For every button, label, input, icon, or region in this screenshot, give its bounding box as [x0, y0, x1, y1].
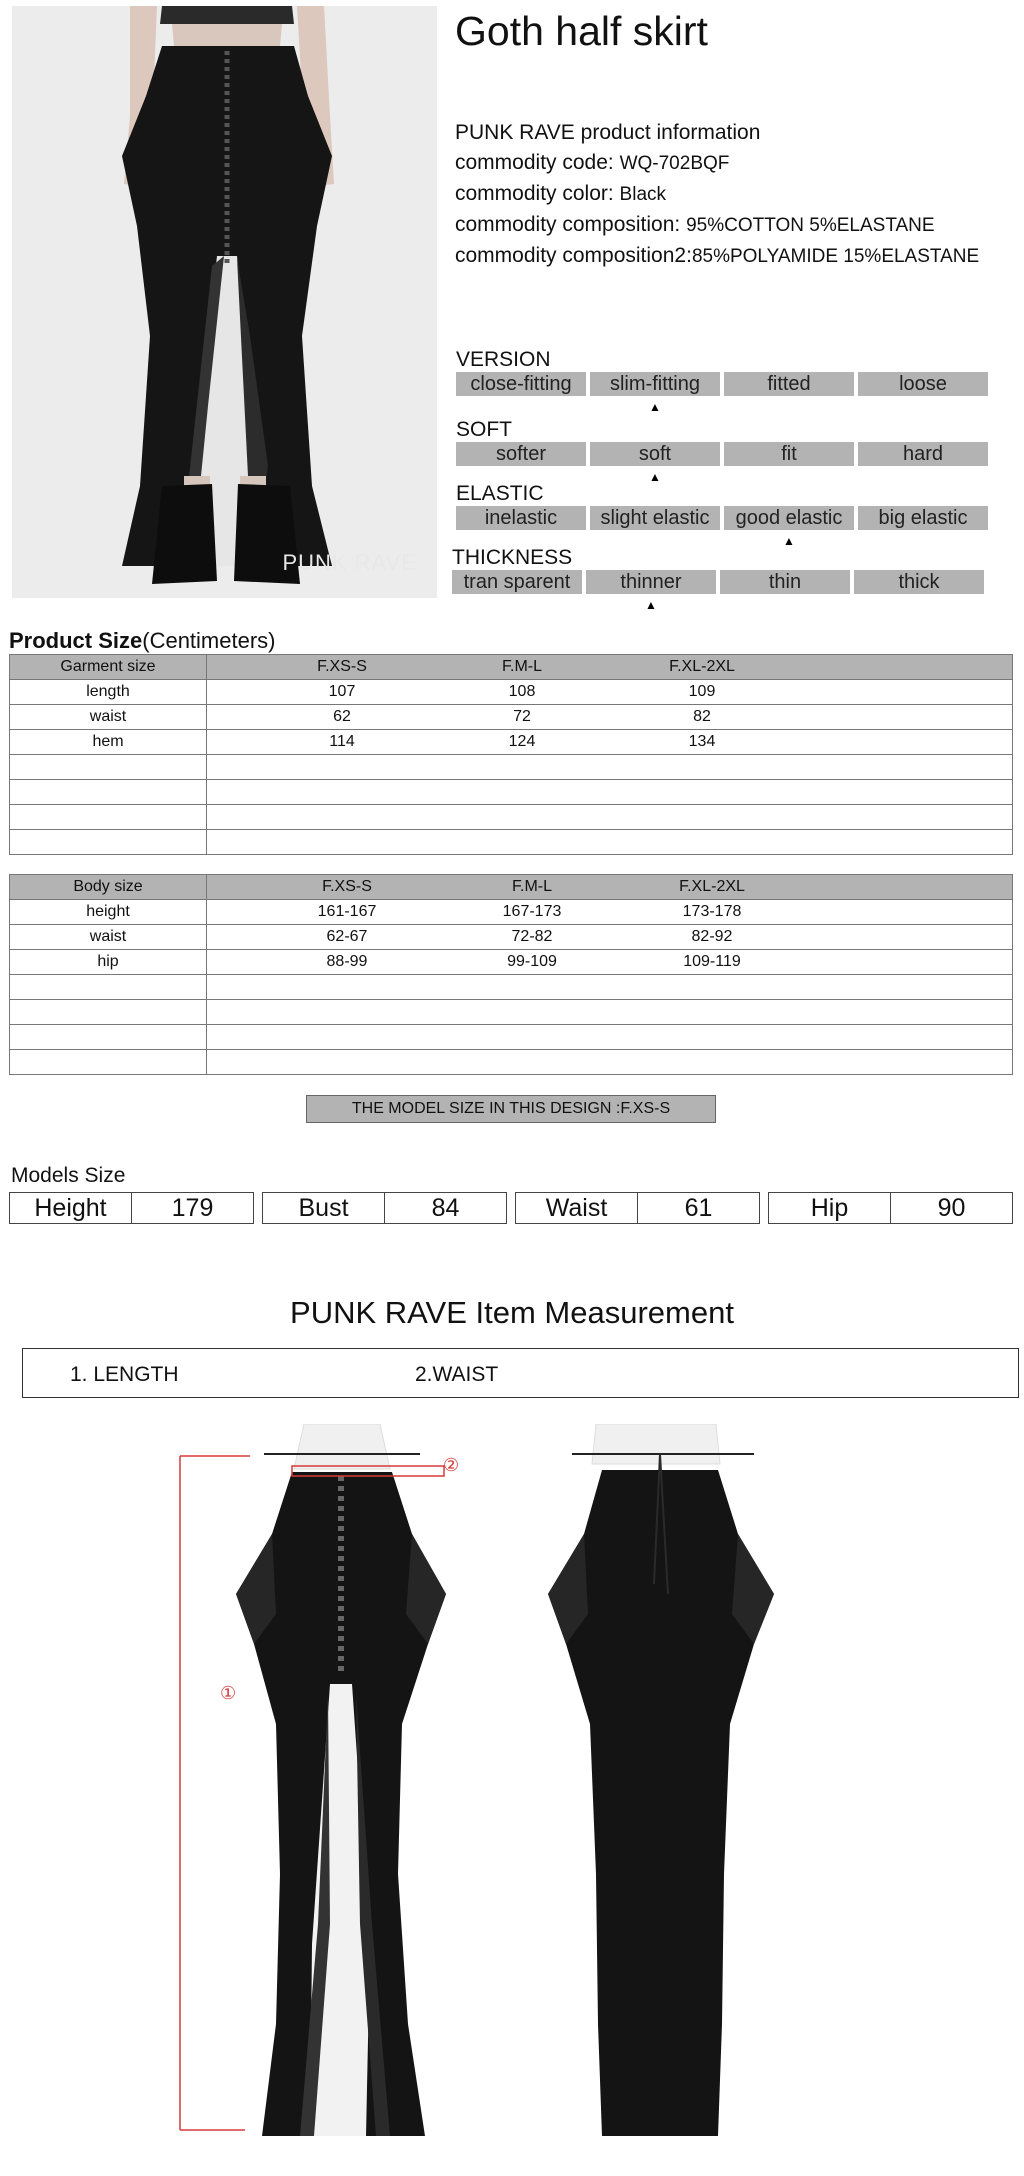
attr-label: ELASTIC — [456, 482, 544, 505]
attr-option: softer — [456, 442, 586, 466]
attr-label: VERSION — [456, 348, 551, 371]
table-row-empty — [10, 755, 1013, 780]
selected-marker-icon: ▲ — [649, 470, 661, 484]
models-size-row — [9, 1192, 1013, 1224]
measurement-title: PUNK RAVE Item Measurement — [290, 1295, 734, 1330]
product-photo — [12, 6, 437, 598]
model-height: Height 179 — [9, 1192, 254, 1224]
back-view-photo — [542, 1424, 782, 2146]
model-waist: Waist 61 — [515, 1192, 760, 1224]
table-header-row: Body size F.XS-S F.M-L F.XL-2XL — [10, 875, 1013, 900]
watermark: PUNK RAVE — [282, 550, 417, 575]
body-size-table — [9, 874, 1013, 1075]
info-composition: commodity composition: 95%COTTON 5%ELASTANE — [455, 213, 935, 236]
table-header-row: Garment size F.XS-S F.M-L F.XL-2XL — [10, 655, 1013, 680]
table-row: hem 114 124 134 — [10, 730, 1013, 755]
attr-option-selected: good elastic ▲ — [724, 506, 854, 530]
table-row-empty — [10, 975, 1013, 1000]
table-row: height 161-167 167-173 173-178 — [10, 900, 1013, 925]
attr-version — [456, 348, 988, 414]
table-header-cell: Garment size — [10, 655, 207, 680]
selected-marker-icon: ▲ — [645, 598, 657, 612]
marker-waist-icon: ② — [443, 1455, 460, 1475]
model-bust: Bust 84 — [262, 1192, 507, 1224]
product-info — [455, 118, 979, 272]
table-row-empty — [10, 1050, 1013, 1075]
attr-option: fitted — [724, 372, 854, 396]
table-row-empty — [10, 830, 1013, 855]
attr-soft — [456, 418, 988, 484]
measurement-annotations — [150, 1440, 480, 2140]
table-row-empty — [10, 1000, 1013, 1025]
product-title: Goth half skirt — [455, 8, 708, 54]
attr-bar — [456, 442, 988, 484]
attr-bar — [456, 372, 988, 414]
attr-label: THICKNESS — [452, 546, 573, 569]
attr-option: loose — [858, 372, 988, 396]
attr-option: slight elastic — [590, 506, 720, 530]
measurement-legend — [22, 1348, 1019, 1398]
attr-option-selected: slim-fitting ▲ — [590, 372, 720, 396]
table-header-cell: Body size — [10, 875, 207, 900]
table-row-empty — [10, 1025, 1013, 1050]
table-row: hip 88-99 99-109 109-119 — [10, 950, 1013, 975]
attr-option-selected: soft ▲ — [590, 442, 720, 466]
attr-option-selected: thinner ▲ — [586, 570, 716, 594]
info-color: commodity color: Black — [455, 182, 667, 205]
table-row-empty — [10, 780, 1013, 805]
attr-elastic — [456, 482, 988, 548]
marker-length-icon: ① — [220, 1683, 237, 1703]
attr-option: close-fitting — [456, 372, 586, 396]
skirt-model-image — [12, 6, 437, 598]
table-row: length 107 108 109 — [10, 680, 1013, 705]
models-size-heading: Models Size — [11, 1164, 126, 1187]
attr-option: fit — [724, 442, 854, 466]
attr-bar — [456, 506, 988, 548]
attr-option: big elastic — [858, 506, 988, 530]
model-size-note: THE MODEL SIZE IN THIS DESIGN :F.XS-S — [306, 1095, 716, 1123]
product-size-heading: Product Size(Centimeters) — [9, 628, 276, 653]
info-composition2: commodity composition2:85%POLYAMIDE 15%ELASTANE — [455, 244, 980, 267]
model-hip: Hip 90 — [768, 1192, 1013, 1224]
table-row-empty — [10, 805, 1013, 830]
info-code: commodity code: WQ-702BQF — [455, 151, 730, 174]
skirt-back-image — [542, 1424, 782, 2146]
measure-item-waist: 2.WAIST — [415, 1363, 499, 1386]
table-row: waist 62 72 82 — [10, 705, 1013, 730]
attr-option: hard — [858, 442, 988, 466]
brand-line: PUNK RAVE product information — [455, 121, 761, 144]
table-row: waist 62-67 72-82 82-92 — [10, 925, 1013, 950]
attr-option: thick — [854, 570, 984, 594]
selected-marker-icon: ▲ — [649, 400, 661, 414]
attr-option: thin — [720, 570, 850, 594]
attr-option: inelastic — [456, 506, 586, 530]
selected-marker-icon: ▲ — [783, 534, 795, 548]
attr-thickness — [452, 546, 984, 612]
measure-item-length: 1. LENGTH — [70, 1363, 179, 1386]
attr-label: SOFT — [456, 418, 512, 441]
attr-bar — [452, 570, 984, 612]
garment-size-table — [9, 654, 1013, 855]
attr-option: tran sparent — [452, 570, 582, 594]
